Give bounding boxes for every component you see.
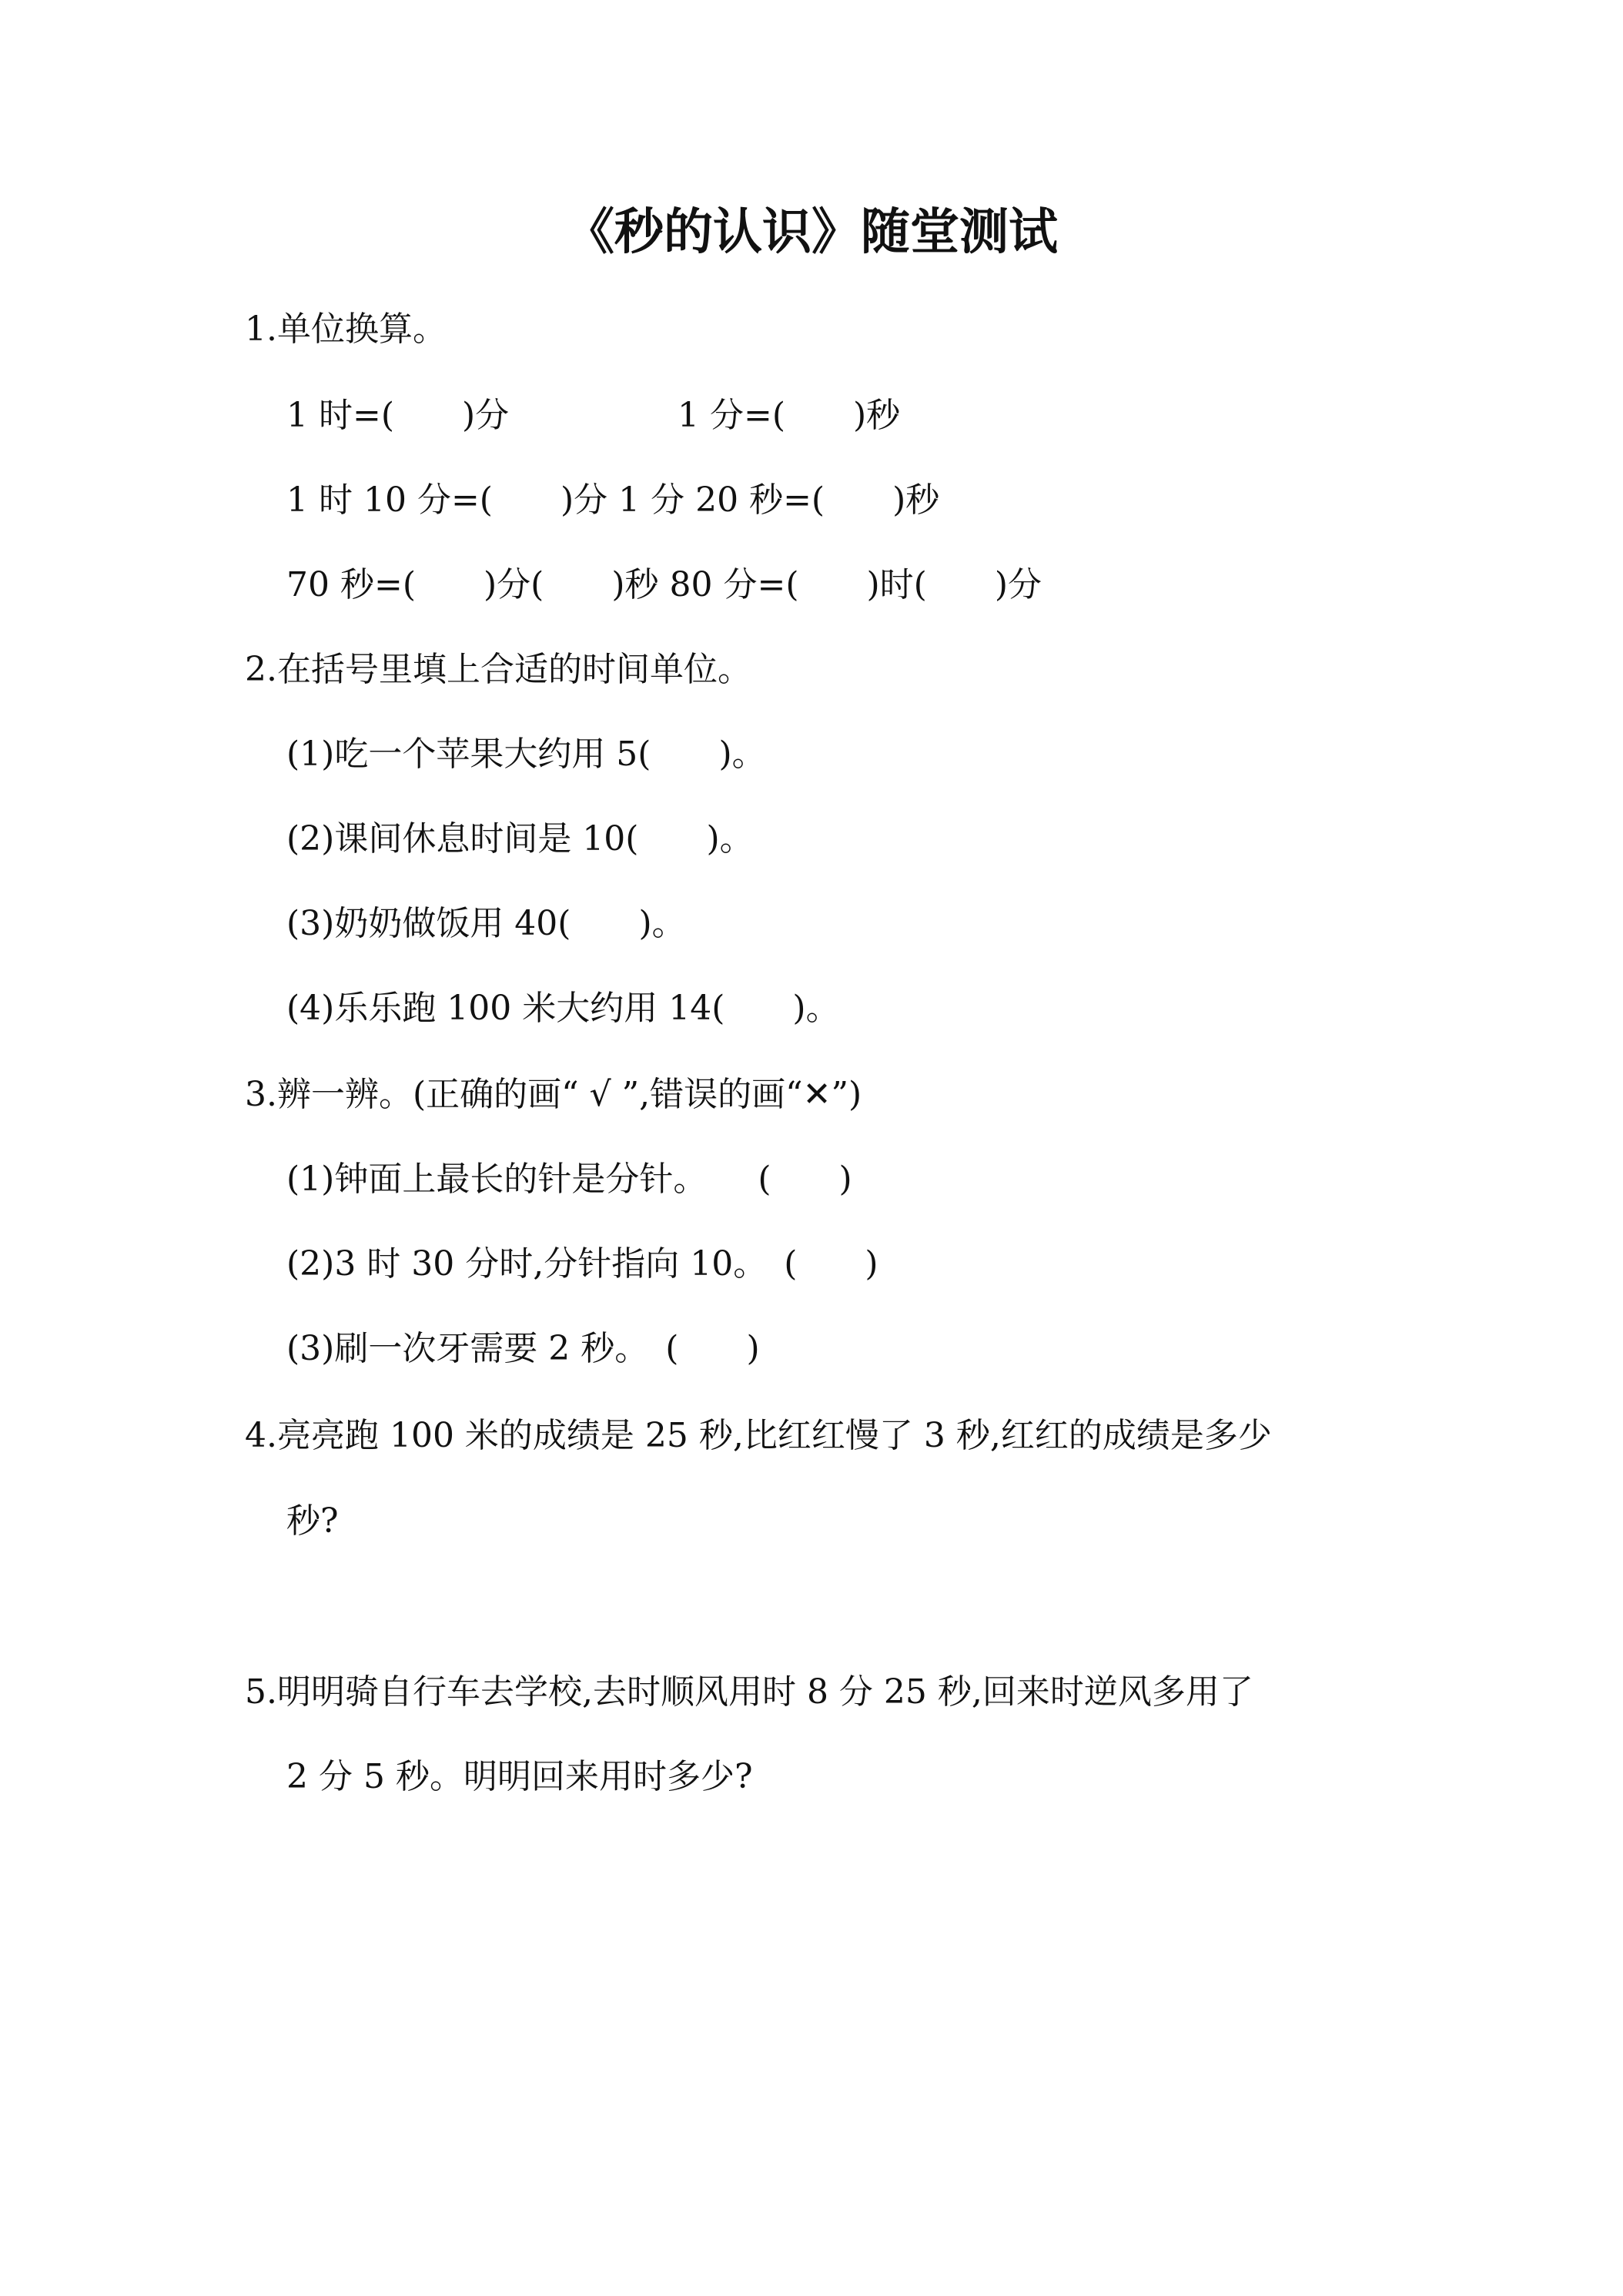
question-2-item-2: (2)课间休息时间是 10( )。 bbox=[286, 819, 754, 858]
question-2-item-3: (3)奶奶做饭用 40( )。 bbox=[286, 904, 686, 943]
question-1-row-1a: 1 时=( )分 bbox=[286, 396, 510, 435]
page-title: 《秒的认识》随堂测试 bbox=[565, 204, 1058, 261]
question-4-line-2: 秒? bbox=[286, 1501, 339, 1541]
question-1-row-1b: 1 分=( )秒 bbox=[678, 396, 901, 435]
question-1-row-2: 1 时 10 分=( )分 1 分 20 秒=( )秒 bbox=[286, 480, 940, 520]
question-2-item-1: (1)吃一个苹果大约用 5( )。 bbox=[286, 735, 766, 774]
question-3-item-3: (3)刷一次牙需要 2 秒。 ( ) bbox=[286, 1329, 760, 1368]
question-3-item-1: (1)钟面上最长的针是分针。 ( ) bbox=[286, 1160, 852, 1199]
question-3-heading: 3.辨一辨。(正确的画“ √ ”,错误的画“✕”) bbox=[245, 1075, 862, 1114]
question-1-heading: 1.单位换算。 bbox=[245, 310, 447, 349]
question-2-item-4: (4)乐乐跑 100 米大约用 14( )。 bbox=[286, 989, 840, 1028]
question-4-line-1: 4.亮亮跑 100 米的成绩是 25 秒,比红红慢了 3 秒,红红的成绩是多少 bbox=[245, 1416, 1272, 1455]
question-5-line-1: 5.明明骑自行车去学校,去时顺风用时 8 分 25 秒,回来时逆风多用了 bbox=[245, 1672, 1253, 1712]
question-3-item-2: (2)3 时 30 分时,分针指向 10。 ( ) bbox=[286, 1244, 878, 1284]
question-2-heading: 2.在括号里填上合适的时间单位。 bbox=[245, 650, 751, 689]
question-5-line-2: 2 分 5 秒。明明回来用时多少? bbox=[286, 1757, 753, 1796]
question-1-row-3: 70 秒=( )分( )秒 80 分=( )时( )分 bbox=[286, 565, 1042, 604]
